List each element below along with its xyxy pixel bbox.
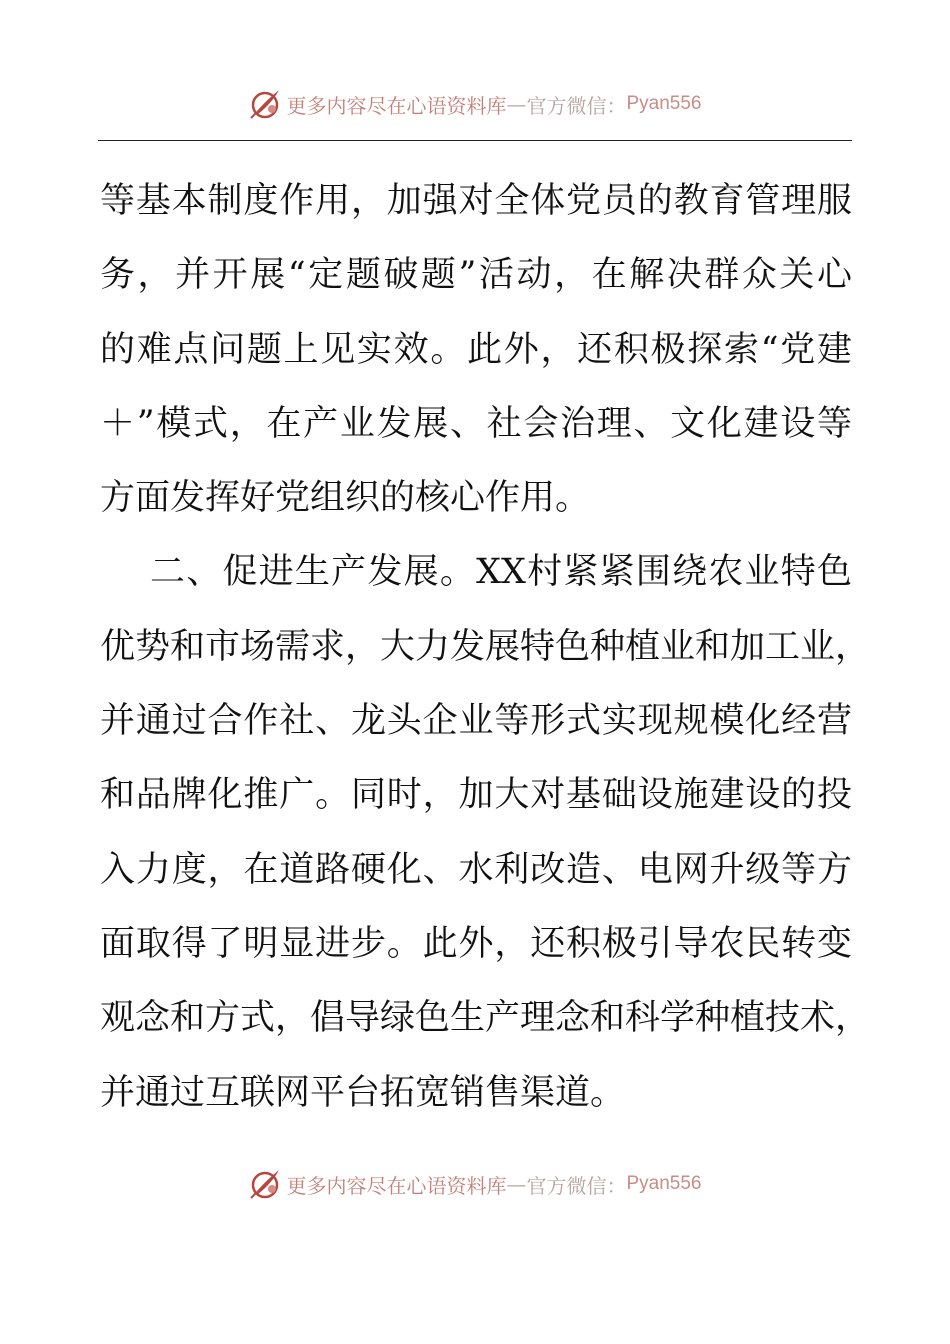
banner-wechat-id: Pyan556: [626, 93, 702, 114]
quill-pen-icon: [248, 1167, 282, 1201]
text-line: 并通过合作社、龙头企业等形式实现规模化经营: [100, 701, 852, 742]
banner-wechat-label: 官方微信：: [526, 93, 627, 118]
header-watermark-banner: [0, 82, 950, 126]
text-line: 务，并开展“定题破题”活动，在解决群众关心: [100, 255, 852, 296]
document-body: [100, 164, 871, 1130]
text-line: 观念和方式，倡导绿色生产理念和科学种植技术，: [100, 998, 871, 1039]
banner-site-name: 更多内容尽在心语资料库: [286, 93, 507, 118]
text-line: 并通过互联网平台拓宽销售渠道。: [100, 1072, 626, 1113]
banner-separator: —: [506, 1172, 527, 1196]
text-line: 和品牌化推广。同时，加大对基础设施建设的投: [100, 775, 852, 816]
banner-wechat-id: Pyan556: [626, 1173, 702, 1194]
text-line: 二、促进生产发展。XX村紧紧围绕农业特色: [150, 552, 852, 593]
text-line: 优势和市场需求，大力发展特色种植业和加工业，: [100, 626, 871, 667]
banner-separator: —: [506, 92, 527, 116]
text-line: 等基本制度作用，加强对全体党员的教育管理服: [100, 181, 852, 221]
quill-pen-icon: [248, 87, 282, 121]
text-line: 面取得了明显进步。此外，还积极引导农民转变: [100, 923, 852, 964]
text-line: ＋”模式，在产业发展、社会治理、文化建设等: [100, 403, 852, 444]
text-line: 方面发挥好党组织的核心作用。: [100, 478, 591, 519]
banner-site-name: 更多内容尽在心语资料库: [286, 1173, 507, 1198]
banner-wechat-label: 官方微信：: [526, 1173, 627, 1198]
text-line: 入力度，在道路硬化、水利改造、电网升级等方: [100, 849, 852, 890]
footer-watermark-banner: [0, 1162, 950, 1206]
text-line: 的难点问题上见实效。此外，还积极探索“党建: [100, 329, 852, 370]
